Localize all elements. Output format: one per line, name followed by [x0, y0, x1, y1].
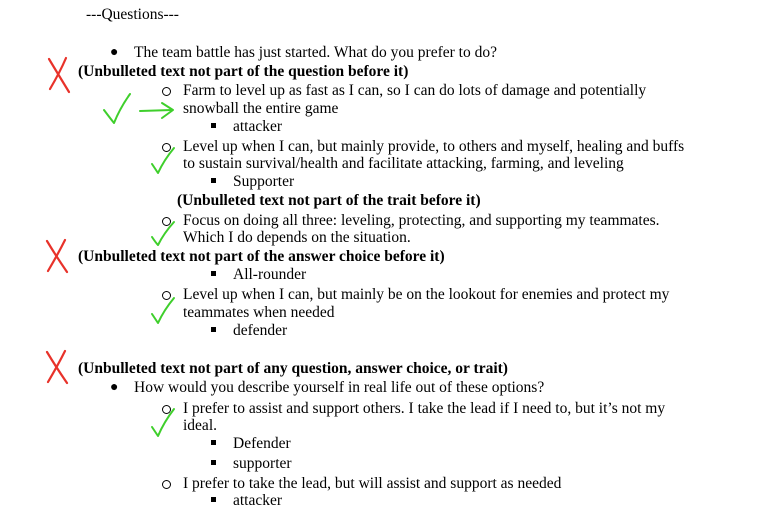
q2-answer-1-line-1: I prefer to assist and support others. I take the lead if I need to, but it’s not my: [183, 400, 666, 417]
q1-answer-3-trait: All-rounder: [233, 266, 307, 283]
note-after-answer: (Unbulleted text not part of the answer choice before it): [78, 248, 445, 265]
q1-answer-3-line-2: Which I do depends on the situation.: [183, 229, 411, 246]
green-arrow-icon: [138, 100, 176, 120]
green-check-icon: [150, 146, 176, 176]
red-cross-icon: [44, 349, 70, 385]
question-bullet: ●: [110, 380, 119, 395]
note-after-trait: (Unbulleted text not part of the trait before it): [177, 192, 481, 209]
q1-answer-1-trait: attacker: [233, 118, 283, 135]
questions-header: ---Questions---: [86, 6, 179, 23]
q2-answer-2-line-1: I prefer to take the lead, but will assist and support as needed: [183, 475, 562, 492]
q2-answer-1-trait-1: Defender: [233, 435, 291, 452]
note-standalone: (Unbulleted text not part of any question, answer choice, or trait): [78, 360, 508, 377]
q1-answer-2-trait: Supporter: [233, 173, 295, 190]
trait-bullet: [211, 271, 216, 276]
trait-bullet: [211, 497, 216, 502]
q1-answer-1-line-2: snowball the entire game: [183, 100, 339, 117]
note-after-question: (Unbulleted text not part of the question before it): [78, 63, 409, 80]
red-cross-icon: [44, 238, 70, 274]
trait-bullet: [211, 440, 216, 445]
q1-answer-2-line-1: Level up when I can, but mainly provide, to others and myself, healing and buffs: [183, 138, 685, 155]
q2-answer-1-trait-2: supporter: [233, 455, 292, 472]
question-2-text: How would you describe yourself in real life out of these options?: [134, 379, 545, 396]
q1-answer-1-line-1: Farm to level up as fast as I can, so I can do lots of damage and potentially: [183, 82, 647, 99]
q2-answer-2-trait: attacker: [233, 492, 283, 509]
green-check-icon: [150, 407, 176, 439]
trait-bullet: [211, 327, 216, 332]
q1-answer-4-line-1: Level up when I can, but mainly be on the lookout for enemies and protect my: [183, 286, 670, 303]
trait-bullet: [211, 123, 216, 128]
q2-answer-1-line-2: ideal.: [183, 417, 217, 434]
green-check-icon: [102, 92, 132, 126]
question-bullet: ●: [110, 45, 119, 60]
q1-answer-4-trait: defender: [233, 322, 288, 339]
question-1-text: The team battle has just started. What do you prefer to do?: [134, 44, 497, 61]
q1-answer-3-line-1: Focus on doing all three: leveling, protecting, and supporting my teammates.: [183, 212, 660, 229]
answer-bullet: [162, 480, 171, 489]
trait-bullet: [211, 460, 216, 465]
green-check-icon: [150, 220, 176, 248]
q1-answer-4-line-2: teammates when needed: [183, 304, 335, 321]
red-cross-icon: [46, 56, 72, 94]
q1-answer-2-line-2: to sustain survival/health and facilitate attacking, farming, and leveling: [183, 155, 624, 172]
answer-bullet: [162, 87, 171, 96]
green-check-icon: [150, 296, 176, 326]
trait-bullet: [211, 178, 216, 183]
